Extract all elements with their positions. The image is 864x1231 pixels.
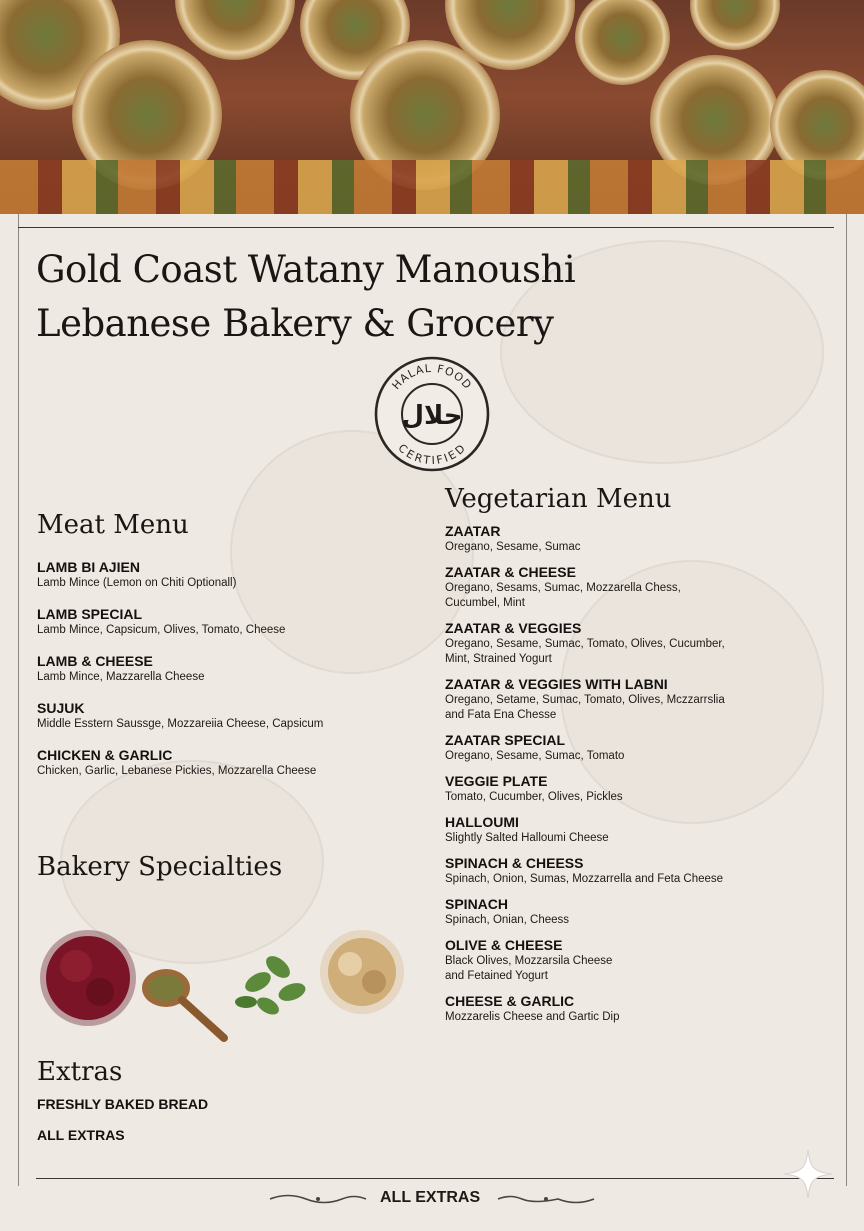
menu-item [445,855,725,887]
meat-menu-list [37,559,323,794]
menu-item-name: SPINACH & CHEESS [445,855,584,871]
menu-item [445,676,725,723]
menu-item-description: Oregano, Sesame, Sumac, Tomato [445,750,625,762]
menu-item [37,559,323,591]
menu-item-name: CHEESE & GARLIC [445,993,575,1009]
page-title-line-2: Lebanese Bakery & Grocery [36,302,554,345]
menu-item-description: Oregano, Sesame, Sumac [445,541,581,553]
menu-item-name: LAMB & CHEESE [37,653,153,669]
halal-certified-seal-icon [368,354,496,472]
menu-item-name: ZAATAR [445,523,501,539]
wooden-spoon-icon [142,969,224,1038]
menu-item [445,896,725,928]
menu-item-description: Spinach, Onian, Cheess [445,914,570,926]
menu-item-description: Lamb Mince, Mazzarella Cheese [37,671,205,683]
bottom-rule [36,1178,834,1179]
menu-item-name: OLIVE & CHEESE [445,937,563,953]
food-banner-image [0,0,864,214]
sumac-pile-icon [40,930,136,1026]
menu-item-name: HALLOUMI [445,814,519,830]
extras-item: FRESHLY BAKED BREAD [37,1096,209,1112]
spices-illustration [36,922,416,1042]
menu-item-name: SUJUK [37,700,85,716]
menu-item [445,814,725,846]
menu-item-name: ZAATAR & VEGGIES [445,620,582,636]
menu-item-name: SPINACH [445,896,509,912]
extras-item: ALL EXTRAS [37,1127,125,1143]
menu-item [37,606,323,638]
bakery-specialties-title: Bakery Specialties [37,852,283,882]
page-title-line-1: Gold Coast Watany Manoushi [36,248,576,291]
menu-item-description: Spinach, Onion, Sumas, Mozzarrella and Feta Cheese [445,873,724,885]
vegetarian-menu-list [445,523,725,1034]
extras-list [37,1096,208,1158]
menu-item [445,620,725,667]
menu-item-description: Tomato, Cucumber, Olives, Pickles [445,791,623,803]
menu-item-description: Oregano, Setame, Sumac, Tomato, Olives, Mczzarrslia and Fata Ena Chesse [445,694,725,721]
menu-item-name: LAMB BI AJIEN [37,559,140,575]
menu-item-name: LAMB SPECIAL [37,606,142,622]
vegetarian-menu-title: Vegetarian Menu [445,484,672,514]
meat-menu-title: Meat Menu [37,510,189,540]
menu-item [445,564,725,611]
frame-right-line [846,214,847,1186]
menu-item-name: CHICKEN & GARLIC [37,747,173,763]
menu-item-description: Middle Esstern Saussge, Mozzareiia Cheese, Capsicum [37,718,324,730]
menu-item-description: Mozzarelis Cheese and Gartic Dip [445,1011,620,1023]
sparkle-icon [782,1148,834,1200]
footer-flourish-right-icon [496,1192,596,1206]
menu-item-description: Black Olives, Mozzarsila Cheese and Fetained Yogurt [445,955,613,982]
seal-arabic-text: حلال [401,401,463,431]
menu-item-name: VEGGIE PLATE [445,773,548,789]
frame-left-line [18,214,19,1186]
menu-item-description: Lamb Mince (Lemon on Chiti Optionall) [37,577,237,589]
menu-item [445,937,725,984]
sesame-pile-icon [320,930,404,1014]
oregano-leaves-icon [235,952,308,1018]
menu-item [37,700,323,732]
menu-item-name: ZAATAR SPECIAL [445,732,566,748]
seal-bottom-text: CERTIFIED [395,441,469,468]
menu-item-description: Chicken, Garlic, Lebanese Pickies, Mozzarella Cheese [37,765,317,777]
menu-item-description: Oregano, Sesame, Sumac, Tomato, Olives, Cucumber, Mint, Strained Yogurt [445,638,725,665]
footer-label: ALL EXTRAS [380,1189,481,1206]
menu-item [445,523,725,555]
menu-item-name: ZAATAR & VEGGIES WITH LABNI [445,676,668,692]
menu-item [37,653,323,685]
menu-item [445,993,725,1025]
seal-top-text: HALAL FOOD [389,361,475,393]
menu-item [37,747,323,779]
menu-item-description: Slightly Salted Halloumi Cheese [445,832,609,844]
footer-flourish-left-icon [268,1192,368,1206]
menu-item-description: Lamb Mince, Capsicum, Olives, Tomato, Cheese [37,624,286,636]
menu-item-name: ZAATAR & CHEESE [445,564,576,580]
top-rule [18,227,834,228]
menu-item [445,732,725,764]
extras-title: Extras [37,1057,123,1087]
menu-item-description: Oregano, Sesams, Sumac, Mozzarella Chess, Cucumbel, Mint [445,582,681,609]
menu-item [445,773,725,805]
